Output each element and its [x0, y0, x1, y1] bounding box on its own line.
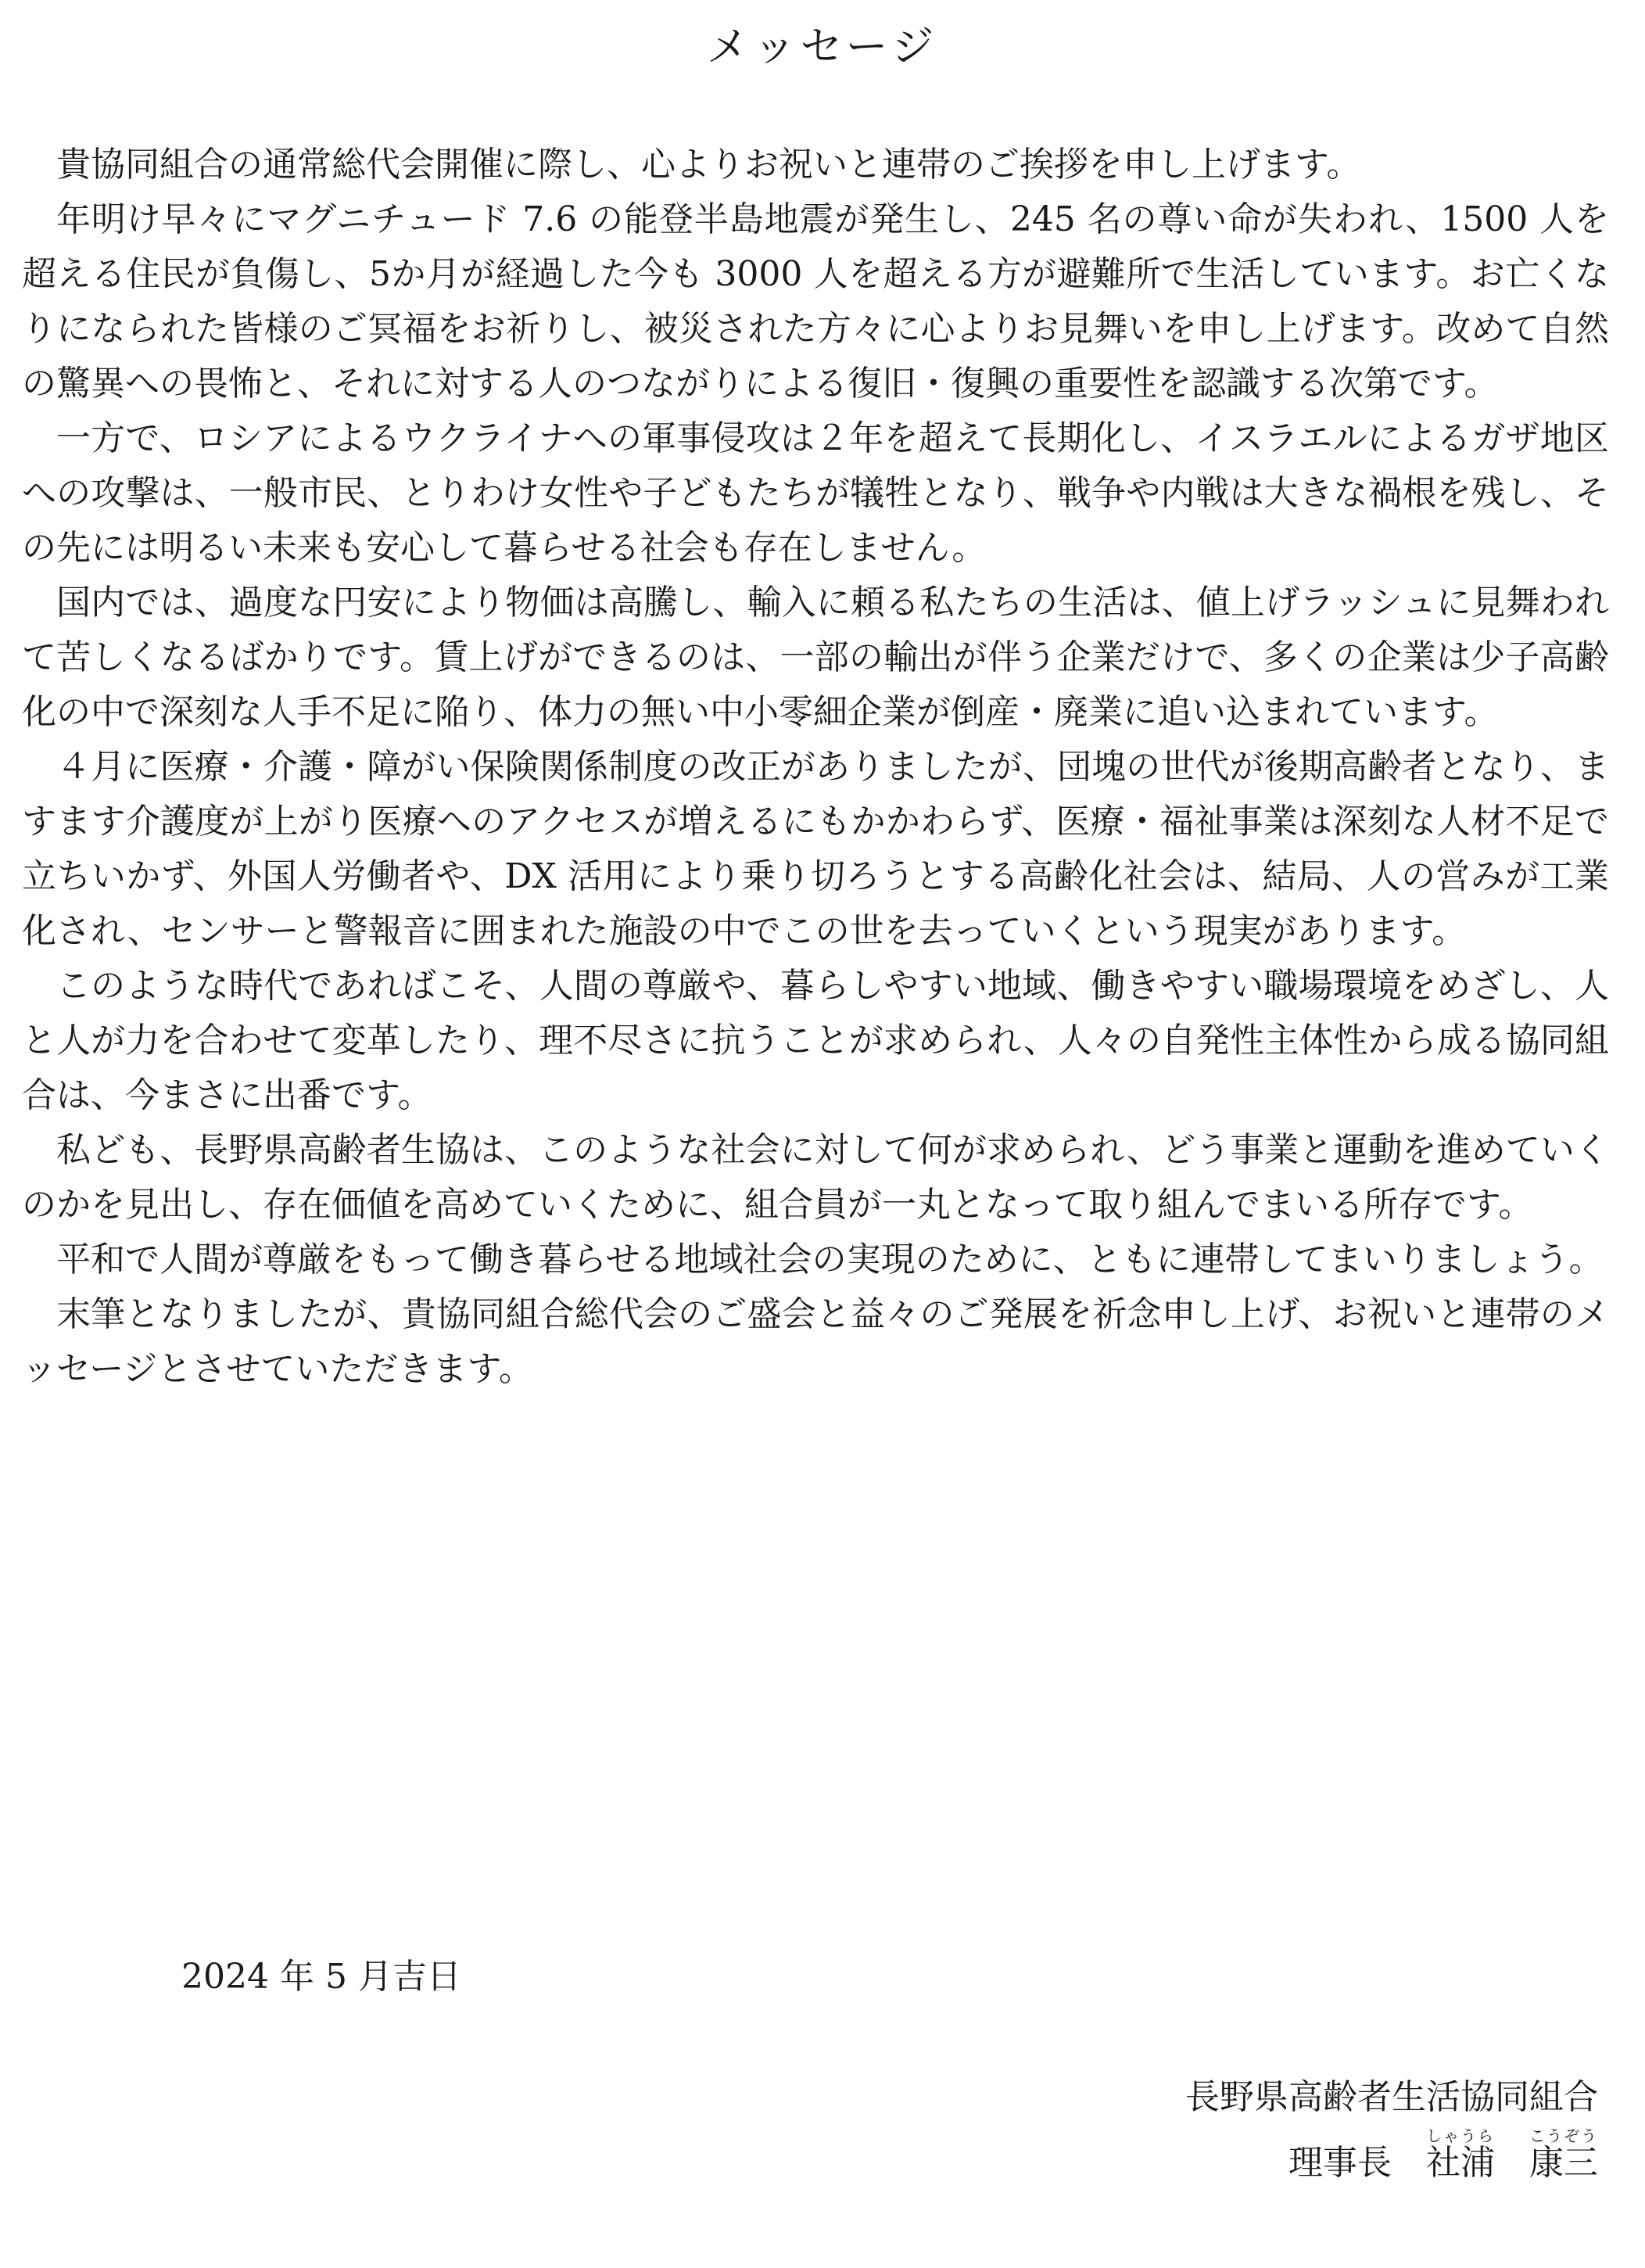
paragraph-6: このような時代であればこそ、人間の尊厳や、暮らしやすい地域、働きやすい職場環境をめざし、人と人が力を合わせて変革したり、理不尽さに抗うことが求められ、人々の自発性主体性から成る協同組合は、今まさに出番です。	[22, 966, 1609, 1115]
paragraph-3: 一方で、ロシアによるウクライナへの軍事侵攻は２年を超えて長期化し、イスラエルによるガザ地区への攻撃は、一般市民、とりわけ女性や子どもたちが犠牲となり、戦争や内戦は大きな禍根を残し、その先には明るい未来も安心して暮らせる社会も存在しません。	[22, 418, 1609, 568]
paragraph-2: 年明け早々にマグニチュード 7.6 の能登半島地震が発生し、245 名の尊い命が失われ、1500 人を超える住民が負傷し、5か月が経過した今も 3000 人を超える方が避難所で生活しています。お亡くなりになられた皆様のご冥福をお祈りし、被災された方々に心よりお見舞いを申し上げます。改めて自然の驚異への畏怖と、それに対する人のつながりによる復旧・復興の重要性を認識する次第です。	[22, 199, 1609, 404]
paragraph-7: 私ども、長野県高齢者生協は、このような社会に対して何が求められ、どう事業と運動を進めていくのかを見出し、存在価値を高めていくために、組合員が一丸となって取り組んでまいる所存です。	[22, 1130, 1609, 1225]
given-name-reading: こうぞう	[1529, 2126, 1598, 2145]
signature-organization: 長野県高齢者生活協同組合	[1185, 2077, 1598, 2117]
paragraph-8: 平和で人間が尊厳をもって働き暮らせる地域社会の実現のために、ともに連帯してまいりましょう。	[56, 1240, 1604, 1279]
signature-surname	[1426, 2126, 1495, 2183]
message-body	[22, 138, 1609, 1397]
surname-text: 社浦	[1426, 2143, 1495, 2183]
surname-reading: しゃうら	[1426, 2126, 1495, 2145]
signature-name-line	[1185, 2127, 1598, 2187]
signature-given-name	[1529, 2126, 1598, 2183]
given-name-text: 康三	[1529, 2143, 1598, 2183]
paragraph-4: 国内では、過度な円安により物価は高騰し、輸入に頼る私たちの生活は、値上げラッシュに見舞われて苦しくなるばかりです。賃上げができるのは、一部の輸出が伴う企業だけで、多くの企業は少子高齢化の中で深刻な人手不足に陥り、体力の無い中小零細企業が倒産・廃業に追い込まれています。	[22, 583, 1609, 732]
signature-block	[1185, 2074, 1598, 2187]
signature-position: 理事長	[1288, 2143, 1392, 2183]
letter-date: 2024 年 5 月吉日	[181, 1957, 461, 1997]
paragraph-5: ４月に医療・介護・障がい保険関係制度の改正がありましたが、団塊の世代が後期高齢者となり、ますます介護度が上がり医療へのアクセスが増えるにもかかわらず、医療・福祉事業は深刻な人材不足で立ちいかず、外国人労働者や、DX 活用により乗り切ろうとする高齢化社会は、結局、人の営みが工業化され、センサーと警報音に囲まれた施設の中でこの世を去っていくという現実があります。	[22, 747, 1609, 951]
paragraph-9: 末筆となりましたが、貴協同組合総代会のご盛会と益々のご発展を祈念申し上げ、お祝いと連帯のメッセージとさせていただきます。	[22, 1294, 1609, 1389]
page-title: メッセージ	[706, 22, 939, 71]
paragraph-1: 貴協同組合の通常総代会開催に際し、心よりお祝いと連帯のご挨拶を申し上げます。	[56, 145, 1361, 185]
